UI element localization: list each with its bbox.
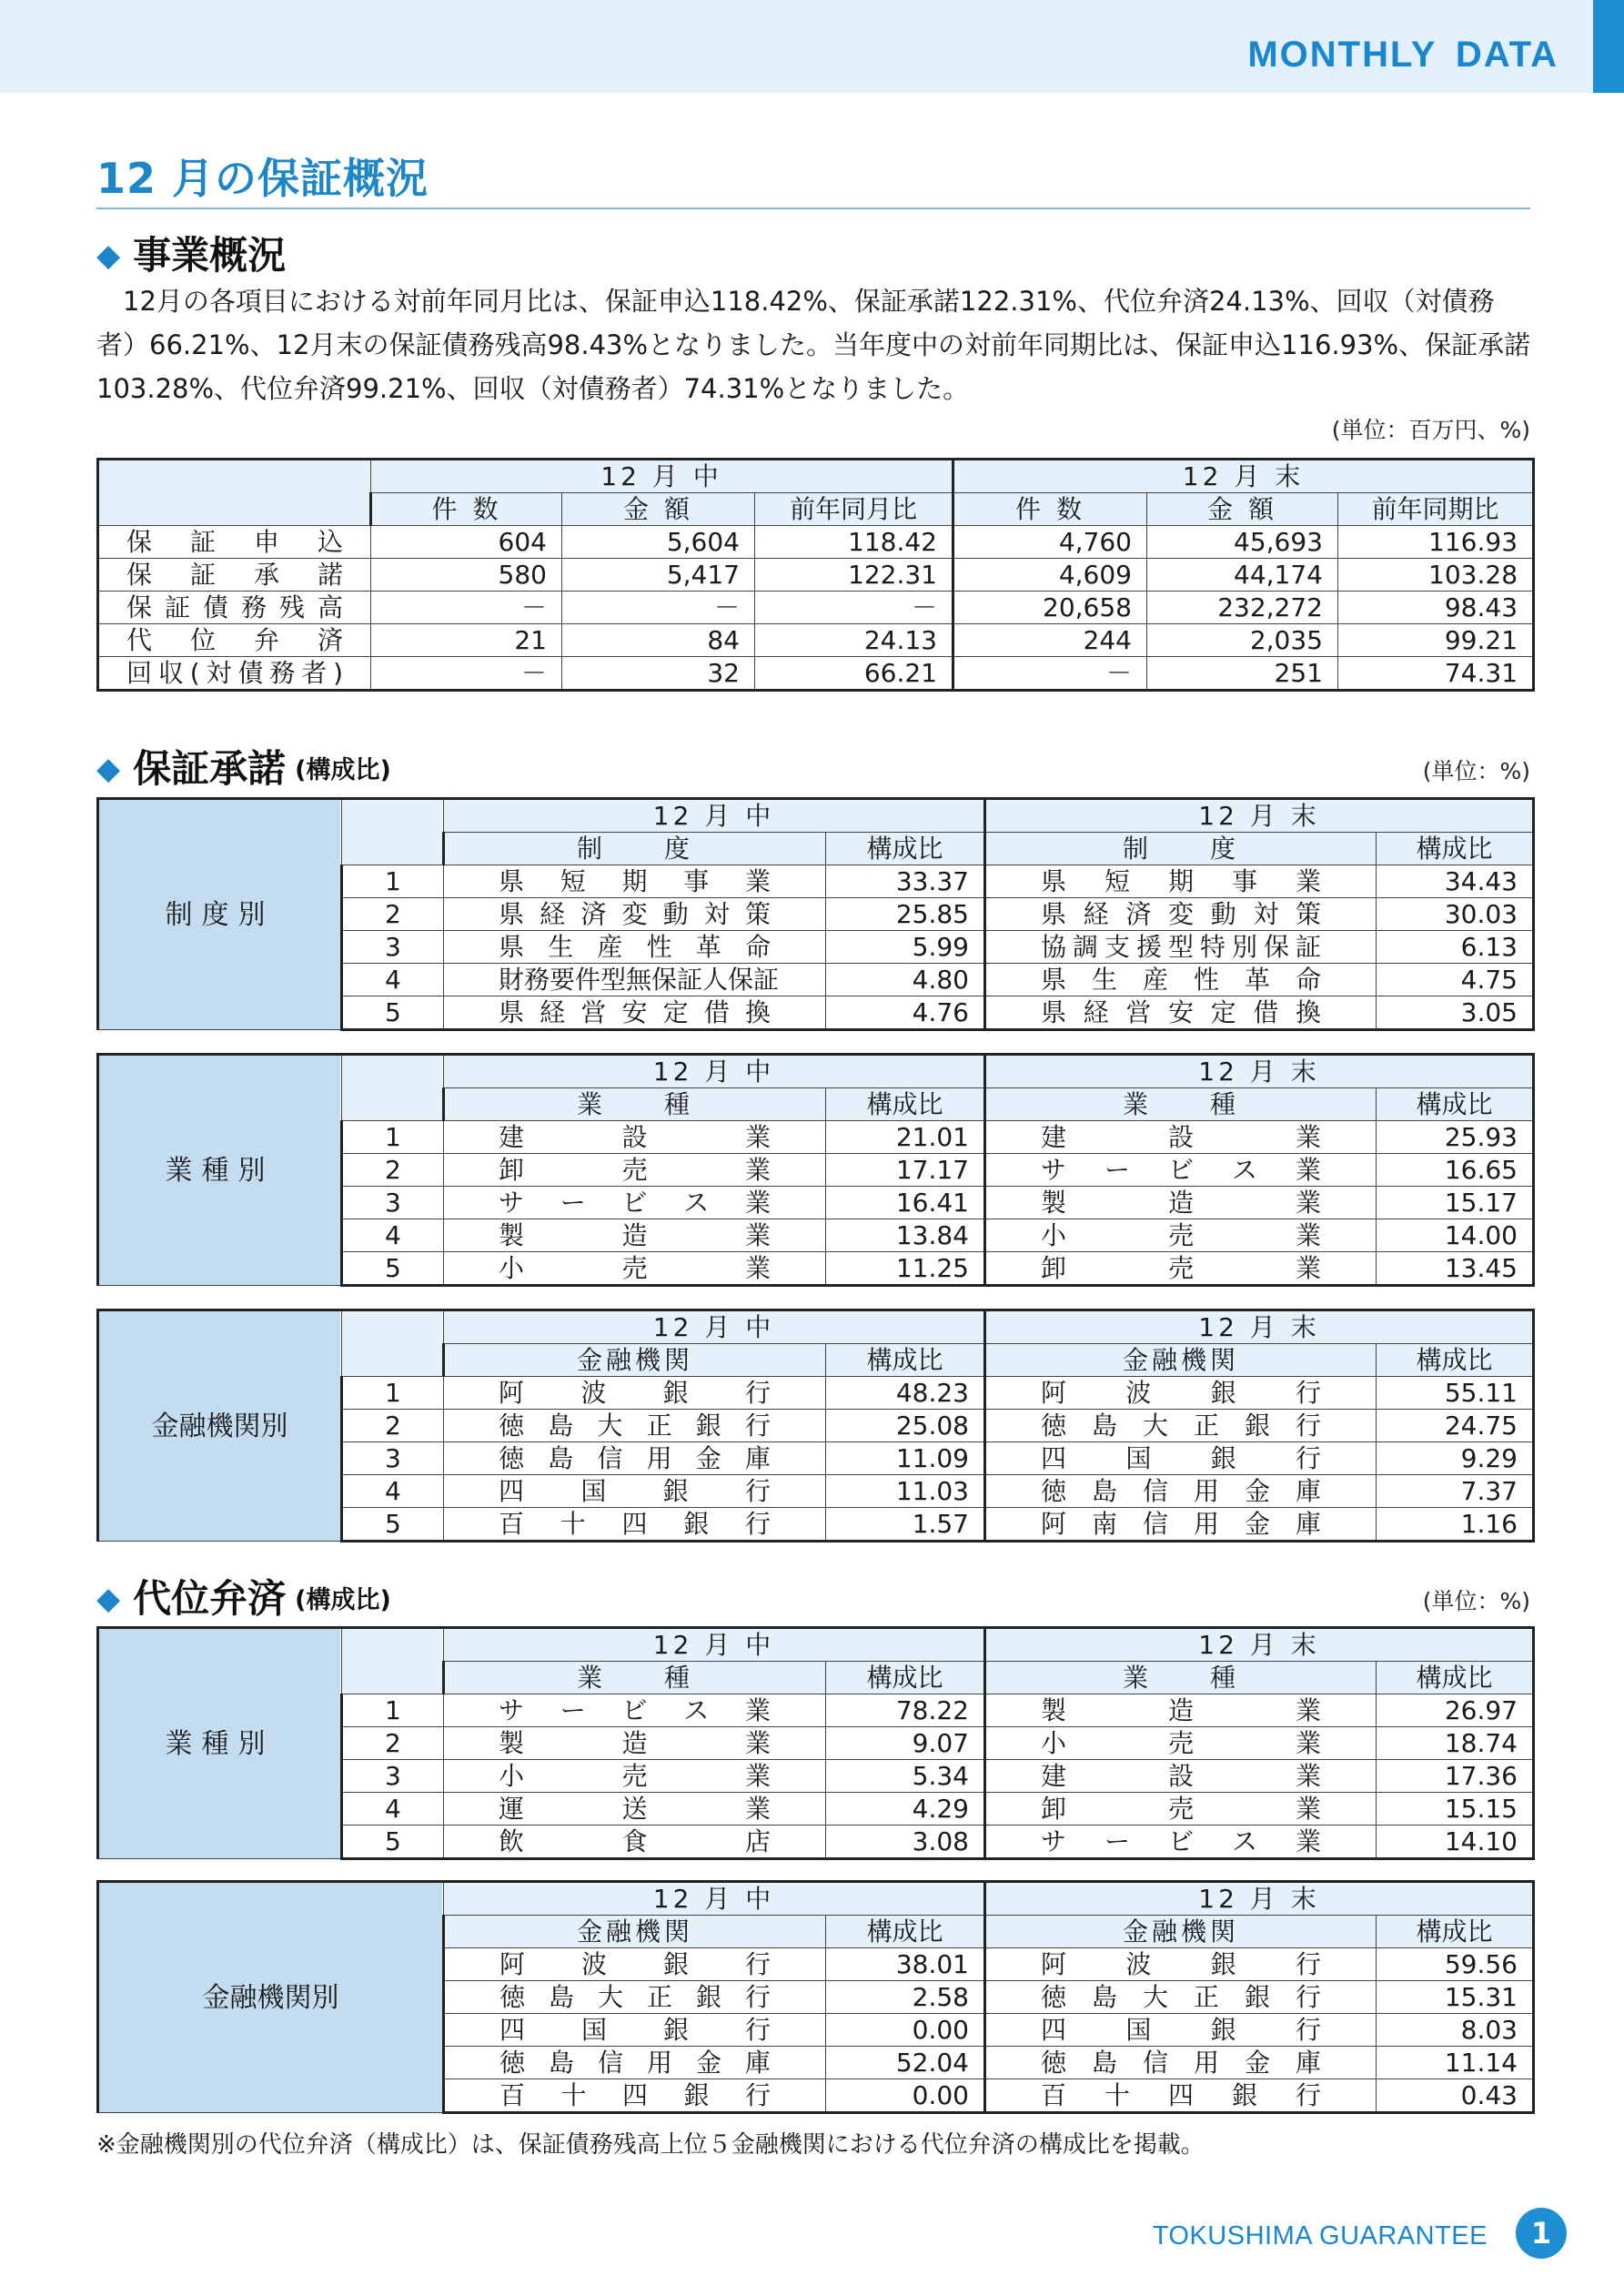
value-cell: 0.00 (826, 2079, 985, 2113)
name-cell: 四国銀行 (985, 2014, 1377, 2047)
value-cell: 4.80 (826, 964, 985, 996)
overview-group-month: 12 月 中 (371, 460, 953, 493)
value-cell: 25.08 (826, 1410, 985, 1442)
overview-row (98, 624, 1534, 657)
name-cell: 徳島信用金庫 (444, 1442, 826, 1475)
value-cell: － (755, 592, 953, 624)
group-month: 12 月 中 (444, 1628, 985, 1662)
name-cell: 小売業 (985, 1219, 1377, 1252)
name-cell: サービス業 (444, 1187, 826, 1219)
approval-heading (96, 739, 391, 794)
overview-row (98, 657, 1534, 691)
name-cell: 阿波銀行 (985, 1377, 1377, 1410)
value-cell: 5,417 (562, 559, 755, 592)
group-end: 12 月 末 (985, 1310, 1534, 1344)
name-cell: 県経営安定借換 (985, 996, 1377, 1030)
group-month: 12 月 中 (444, 1055, 985, 1088)
group-end: 12 月 末 (985, 799, 1534, 833)
value-cell: 48.23 (826, 1377, 985, 1410)
overview-corner (98, 460, 371, 526)
value-cell: 118.42 (755, 526, 953, 559)
category-label: 金融機関別 (98, 1882, 444, 2113)
col-header: 構成比 (826, 1916, 985, 1948)
value-cell: － (371, 592, 562, 624)
value-cell: 116.93 (1338, 526, 1534, 559)
name-cell: 阿波銀行 (985, 1948, 1377, 1981)
col-header: 構成比 (826, 1662, 985, 1694)
value-cell: 9.07 (826, 1727, 985, 1760)
value-cell: 33.37 (826, 865, 985, 898)
value-cell: 74.31 (1338, 657, 1534, 691)
category-label: 制度別 (98, 799, 342, 1030)
col-header: 件 数 (953, 493, 1147, 526)
name-cell: 阿波銀行 (444, 1948, 826, 1981)
subrogation-by-bank-table (96, 1880, 1535, 2114)
rank-cell: 2 (342, 1154, 444, 1187)
value-cell: 580 (371, 559, 562, 592)
value-cell: 32 (562, 657, 755, 691)
name-cell: 県短期事業 (985, 865, 1377, 898)
value-cell: 98.43 (1338, 592, 1534, 624)
col-header: 業 種 (444, 1662, 826, 1694)
col-header: 制 度 (444, 833, 826, 865)
name-cell: 製造業 (985, 1187, 1377, 1219)
name-cell: 徳島大正銀行 (985, 1981, 1377, 2014)
value-cell: 16.65 (1377, 1154, 1534, 1187)
value-cell: 232,272 (1147, 592, 1338, 624)
value-cell: 21 (371, 624, 562, 657)
overview-row (98, 592, 1534, 624)
approval-by-industry-table (96, 1053, 1535, 1287)
name-cell: 県生産性革命 (444, 931, 826, 964)
row-label: 保証承諾 (98, 559, 371, 592)
approval-by-system-table (96, 797, 1535, 1031)
name-cell: サービス業 (444, 1694, 826, 1727)
approval-unit: (単位：%) (1422, 758, 1530, 784)
value-cell: 3.05 (1377, 996, 1534, 1030)
value-cell: 1.16 (1377, 1508, 1534, 1542)
name-cell: 卸売業 (985, 1252, 1377, 1286)
value-cell: 24.75 (1377, 1410, 1534, 1442)
name-cell: 徳島信用金庫 (985, 1475, 1377, 1508)
category-label: 業種別 (98, 1055, 342, 1286)
value-cell: 251 (1147, 657, 1338, 691)
name-cell: 百十四銀行 (444, 2079, 826, 2113)
subrogation-heading-sub: (構成比) (295, 1586, 391, 1614)
name-cell: 製造業 (985, 1694, 1377, 1727)
name-cell: 県短期事業 (444, 865, 826, 898)
value-cell: 14.10 (1377, 1826, 1534, 1859)
rank-cell: 5 (342, 1252, 444, 1286)
name-cell: サービス業 (985, 1154, 1377, 1187)
col-header: 構成比 (1377, 1916, 1534, 1948)
name-cell: 徳島大正銀行 (444, 1410, 826, 1442)
col-header: 金融機関 (985, 1916, 1377, 1948)
value-cell: 14.00 (1377, 1219, 1534, 1252)
rank-header (342, 1628, 444, 1694)
rank-cell: 5 (342, 1826, 444, 1859)
name-cell: 四国銀行 (444, 1475, 826, 1508)
rank-cell: 5 (342, 1508, 444, 1542)
value-cell: 84 (562, 624, 755, 657)
overview-row (98, 559, 1534, 592)
value-cell: 38.01 (826, 1948, 985, 1981)
rank-cell: 2 (342, 1410, 444, 1442)
name-cell: 阿波銀行 (444, 1377, 826, 1410)
value-cell: 26.97 (1377, 1694, 1534, 1727)
value-cell: 99.21 (1338, 624, 1534, 657)
group-header-row (98, 799, 1534, 833)
col-header: 前年同期比 (1338, 493, 1534, 526)
value-cell: 59.56 (1377, 1948, 1534, 1981)
value-cell: 0.00 (826, 2014, 985, 2047)
value-cell: 25.93 (1377, 1121, 1534, 1154)
group-header-row (98, 1882, 1534, 1916)
value-cell: 11.09 (826, 1442, 985, 1475)
value-cell: 5.34 (826, 1760, 985, 1793)
name-cell: 県経営安定借換 (444, 996, 826, 1030)
col-header: 制 度 (985, 833, 1377, 865)
name-cell: 徳島大正銀行 (444, 1981, 826, 2014)
page-title: 12 月の保証概況 (96, 154, 429, 203)
value-cell: 55.11 (1377, 1377, 1534, 1410)
overview-unit: (単位：百万円、%) (1331, 417, 1530, 443)
approval-heading-text: 保証承諾 (133, 746, 287, 791)
col-header: 前年同月比 (755, 493, 953, 526)
value-cell: 6.13 (1377, 931, 1534, 964)
header-tab (1593, 0, 1624, 93)
value-cell: 17.36 (1377, 1760, 1534, 1793)
group-month: 12 月 中 (444, 1882, 985, 1916)
rank-cell: 1 (342, 1694, 444, 1727)
subrogation-by-industry-table (96, 1626, 1535, 1860)
value-cell: 5,604 (562, 526, 755, 559)
rank-cell: 1 (342, 1121, 444, 1154)
overview-heading (96, 226, 286, 280)
value-cell: 17.17 (826, 1154, 985, 1187)
col-header: 業 種 (985, 1662, 1377, 1694)
rank-cell: 4 (342, 1793, 444, 1826)
value-cell: 21.01 (826, 1121, 985, 1154)
name-cell: 百十四銀行 (444, 1508, 826, 1542)
value-cell: 16.41 (826, 1187, 985, 1219)
col-header: 構成比 (1377, 1344, 1534, 1377)
diamond-icon: ◆ (96, 751, 121, 787)
col-header: 構成比 (1377, 1088, 1534, 1121)
name-cell: サービス業 (985, 1826, 1377, 1859)
value-cell: 11.03 (826, 1475, 985, 1508)
value-cell: 15.31 (1377, 1981, 1534, 2014)
value-cell: 13.84 (826, 1219, 985, 1252)
col-header: 金 額 (1147, 493, 1338, 526)
value-cell: － (371, 657, 562, 691)
name-cell: 運送業 (444, 1793, 826, 1826)
value-cell: 4.76 (826, 996, 985, 1030)
name-cell: 卸売業 (444, 1154, 826, 1187)
name-cell: 徳島信用金庫 (444, 2047, 826, 2079)
overview-summary: 12月の各項目における対前年同月比は、保証申込118.42%、保証承諾122.31%、代位弁済24.13%、回収（対債務者）66.21%、12月末の保証債務残高98.43%となりました。当年度中の対前年同期比は、保証申込116.93%、保証承諾103.28%、代位弁済99.21%、回収（対債務者）74.31%となりました。 (96, 286, 1531, 404)
rank-cell: 2 (342, 1727, 444, 1760)
value-cell: 2.58 (826, 1981, 985, 2014)
value-cell: 4.29 (826, 1793, 985, 1826)
value-cell: 9.29 (1377, 1442, 1534, 1475)
rank-cell: 3 (342, 931, 444, 964)
name-cell: 県経済変動対策 (444, 898, 826, 931)
row-label: 保証債務残高 (98, 592, 371, 624)
name-cell: 協調支援型特別保証 (985, 931, 1377, 964)
name-cell: 四国銀行 (444, 2014, 826, 2047)
rank-header (342, 799, 444, 865)
group-header-row (98, 1055, 1534, 1088)
value-cell: － (953, 657, 1147, 691)
value-cell: 45,693 (1147, 526, 1338, 559)
value-cell: 18.74 (1377, 1727, 1534, 1760)
value-cell: 34.43 (1377, 865, 1534, 898)
value-cell: 20,658 (953, 592, 1147, 624)
footer-text: TOKUSHIMA GUARANTEE (1152, 2221, 1488, 2250)
value-cell: 4.75 (1377, 964, 1534, 996)
col-header: 業 種 (444, 1088, 826, 1121)
value-cell: 13.45 (1377, 1252, 1534, 1286)
value-cell: － (562, 592, 755, 624)
overview-table (96, 458, 1535, 692)
name-cell: 製造業 (444, 1727, 826, 1760)
col-header: 構成比 (826, 1088, 985, 1121)
value-cell: 2,035 (1147, 624, 1338, 657)
name-cell: 阿南信用金庫 (985, 1508, 1377, 1542)
name-cell: 製造業 (444, 1219, 826, 1252)
name-cell: 徳島大正銀行 (985, 1410, 1377, 1442)
category-label: 業種別 (98, 1628, 342, 1859)
name-cell: 小売業 (444, 1252, 826, 1286)
group-header-row (98, 1628, 1534, 1662)
col-header: 構成比 (826, 1344, 985, 1377)
value-cell: 7.37 (1377, 1475, 1534, 1508)
value-cell: 78.22 (826, 1694, 985, 1727)
rank-cell: 1 (342, 1377, 444, 1410)
value-cell: 66.21 (755, 657, 953, 691)
col-header: 構成比 (826, 833, 985, 865)
name-cell: 百十四銀行 (985, 2079, 1377, 2113)
rank-cell: 2 (342, 898, 444, 931)
col-header: 構成比 (1377, 1662, 1534, 1694)
category-label: 金融機関別 (98, 1310, 342, 1542)
subrogation-unit: (単位：%) (1422, 1588, 1530, 1614)
group-month: 12 月 中 (444, 799, 985, 833)
value-cell: 52.04 (826, 2047, 985, 2079)
group-month: 12 月 中 (444, 1310, 985, 1344)
group-header-row (98, 1310, 1534, 1344)
overview-group-row (98, 460, 1534, 493)
rank-cell: 3 (342, 1187, 444, 1219)
value-cell: 8.03 (1377, 2014, 1534, 2047)
col-header: 件 数 (371, 493, 562, 526)
group-end: 12 月 末 (985, 1882, 1534, 1916)
name-cell: 卸売業 (985, 1793, 1377, 1826)
value-cell: 30.03 (1377, 898, 1534, 931)
value-cell: 0.43 (1377, 2079, 1534, 2113)
name-cell: 四国銀行 (985, 1442, 1377, 1475)
header-band (0, 0, 1624, 93)
name-cell: 建設業 (444, 1121, 826, 1154)
value-cell: 122.31 (755, 559, 953, 592)
overview-row (98, 526, 1534, 559)
name-cell: 財務要件型無保証人保証 (444, 964, 826, 996)
col-header: 金融機関 (444, 1344, 826, 1377)
rank-header (342, 1310, 444, 1377)
col-header: 業 種 (985, 1088, 1377, 1121)
value-cell: 4,760 (953, 526, 1147, 559)
rank-cell: 1 (342, 865, 444, 898)
value-cell: 24.13 (755, 624, 953, 657)
rank-cell: 3 (342, 1760, 444, 1793)
rank-header (342, 1055, 444, 1121)
rank-cell: 5 (342, 996, 444, 1030)
value-cell: 15.17 (1377, 1187, 1534, 1219)
row-label: 代位弁済 (98, 624, 371, 657)
col-header: 金融機関 (985, 1344, 1377, 1377)
name-cell: 建設業 (985, 1760, 1377, 1793)
overview-group-end: 12 月 末 (953, 460, 1534, 493)
value-cell: 604 (371, 526, 562, 559)
name-cell: 小売業 (985, 1727, 1377, 1760)
row-label: 保証申込 (98, 526, 371, 559)
page-number: 1 (1516, 2208, 1567, 2259)
name-cell: 県経済変動対策 (985, 898, 1377, 931)
diamond-icon: ◆ (96, 1581, 121, 1617)
overview-heading-text: 事業概況 (133, 233, 287, 278)
value-cell: 11.25 (826, 1252, 985, 1286)
name-cell: 小売業 (444, 1760, 826, 1793)
row-label: 回収(対債務者) (98, 657, 371, 691)
value-cell: 25.85 (826, 898, 985, 931)
title-rule (96, 207, 1530, 209)
group-end: 12 月 末 (985, 1055, 1534, 1088)
value-cell: 103.28 (1338, 559, 1534, 592)
rank-cell: 3 (342, 1442, 444, 1475)
approval-heading-sub: (構成比) (295, 756, 391, 784)
rank-cell: 4 (342, 1219, 444, 1252)
name-cell: 飲食店 (444, 1826, 826, 1859)
diamond-icon: ◆ (96, 238, 121, 274)
subrogation-heading-text: 代位弁済 (133, 1576, 287, 1621)
value-cell: 3.08 (826, 1826, 985, 1859)
value-cell: 44,174 (1147, 559, 1338, 592)
footnote: ※金融機関別の代位弁済（構成比）は、保証債務残高上位５金融機関における代位弁済の構成比を掲載。 (96, 2131, 1205, 2159)
group-end: 12 月 末 (985, 1628, 1534, 1662)
value-cell: 1.57 (826, 1508, 985, 1542)
value-cell: 5.99 (826, 931, 985, 964)
value-cell: 11.14 (1377, 2047, 1534, 2079)
name-cell: 県生産性革命 (985, 964, 1377, 996)
rank-cell: 4 (342, 964, 444, 996)
rank-cell: 4 (342, 1475, 444, 1508)
approval-by-bank-table (96, 1309, 1535, 1542)
value-cell: 15.15 (1377, 1793, 1534, 1826)
value-cell: 244 (953, 624, 1147, 657)
value-cell: 4,609 (953, 559, 1147, 592)
name-cell: 建設業 (985, 1121, 1377, 1154)
col-header: 金融機関 (444, 1916, 826, 1948)
col-header: 金 額 (562, 493, 755, 526)
col-header: 構成比 (1377, 833, 1534, 865)
subrogation-heading (96, 1569, 391, 1623)
name-cell: 徳島信用金庫 (985, 2047, 1377, 2079)
header-label: MONTHLY DATA (1247, 35, 1558, 75)
